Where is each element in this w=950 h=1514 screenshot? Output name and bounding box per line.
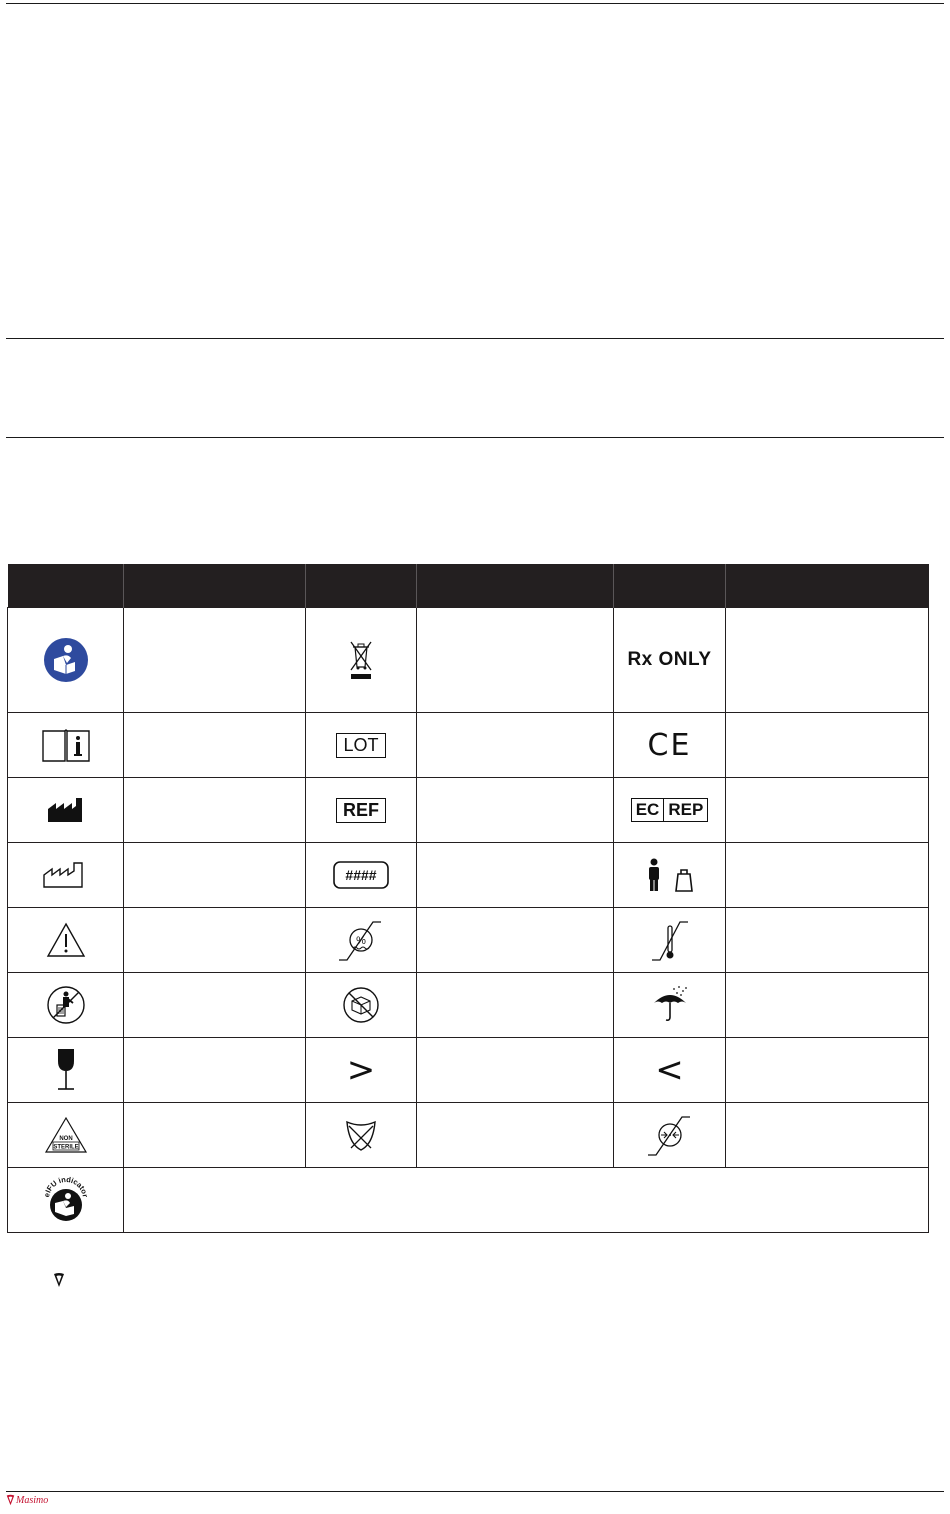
ref-icon: REF: [336, 798, 386, 823]
description-cell: [417, 713, 614, 778]
symbol-cell: [8, 713, 124, 778]
do-not-discard-icon: [46, 985, 86, 1025]
consult-instructions-icon: [41, 727, 91, 763]
body-weight-icon: [642, 858, 698, 892]
eifu-indicator-icon: [41, 1175, 91, 1225]
table-row: [8, 973, 929, 1038]
masimo-logo: [6, 1494, 48, 1506]
ec-label: EC: [635, 800, 660, 819]
symbol-cell: [614, 908, 726, 973]
lot-icon: LOT: [336, 733, 385, 758]
symbol-cell: [8, 608, 124, 713]
description-cell: [124, 908, 306, 973]
description-cell: [417, 908, 614, 973]
header-cell-description-1: [124, 564, 306, 608]
symbol-cell: [614, 1038, 726, 1103]
symbol-cell: [8, 843, 124, 908]
symbol-cell: [306, 713, 417, 778]
description-cell: [726, 843, 929, 908]
description-cell: [124, 713, 306, 778]
atmospheric-pressure-icon: [646, 1113, 694, 1157]
serial-number-text: ####: [345, 867, 377, 883]
humidity-percent-text: %: [356, 935, 366, 947]
symbol-cell: [306, 1103, 417, 1168]
symbol-cell: [306, 908, 417, 973]
symbol-cell: [8, 973, 124, 1038]
description-cell: [726, 1038, 929, 1103]
symbol-cell: [8, 1038, 124, 1103]
description-cell: [124, 778, 306, 843]
symbol-cell: [306, 1038, 417, 1103]
description-cell: [124, 973, 306, 1038]
description-cell: [726, 1103, 929, 1168]
not-latex-icon: [343, 1118, 379, 1152]
top-rule: [6, 3, 944, 4]
table-row: [8, 713, 929, 778]
description-cell: [124, 1038, 306, 1103]
description-cell: [726, 908, 929, 973]
symbol-cell: [614, 843, 726, 908]
table-row: [8, 843, 929, 908]
description-cell: [124, 608, 306, 713]
fragile-icon: [53, 1047, 79, 1093]
description-cell: [726, 973, 929, 1038]
eifu-label: eIFU indicator: [41, 1175, 90, 1198]
header-cell-symbol-1: [8, 564, 124, 608]
serial-number-icon: [332, 860, 390, 890]
description-cell: [726, 778, 929, 843]
symbol-cell: [614, 973, 726, 1038]
non-sterile-icon: [44, 1115, 88, 1155]
logo-text: Masimo: [16, 1494, 49, 1506]
symbol-cell: [306, 843, 417, 908]
weee-icon: [346, 637, 376, 683]
caution-icon: [46, 922, 86, 958]
table-row: [8, 1168, 929, 1233]
keep-dry-icon: [648, 983, 692, 1027]
less-than-icon: <: [655, 1050, 684, 1090]
rx-only-label: Rx ONLY: [627, 649, 712, 670]
header-cell-description-2: [417, 564, 614, 608]
description-cell: [417, 778, 614, 843]
symbol-cell: [8, 1103, 124, 1168]
sterile-label: STERILE: [52, 1144, 79, 1151]
symbol-cell: [614, 713, 726, 778]
table-row: [8, 1103, 929, 1168]
date-of-manufacture-icon: [42, 861, 90, 889]
section-rule-2: [6, 437, 944, 438]
table-row: [8, 778, 929, 843]
masimo-mark-icon: [53, 1272, 65, 1288]
table-row: [8, 608, 929, 713]
description-cell: [417, 608, 614, 713]
symbol-cell: [614, 608, 726, 713]
masimo-logo-icon: [6, 1494, 15, 1506]
description-cell: [124, 843, 306, 908]
description-cell: [417, 1038, 614, 1103]
damaged-package-icon: [341, 985, 381, 1025]
manufacturer-icon: [47, 797, 85, 823]
section-rule-1: [6, 338, 944, 339]
header-cell-symbol-2: [306, 564, 417, 608]
symbol-cell: [614, 778, 726, 843]
symbol-cell: [306, 973, 417, 1038]
description-cell: [726, 713, 929, 778]
symbol-cell: [8, 1168, 124, 1233]
symbol-cell: [614, 1103, 726, 1168]
symbol-cell: [8, 778, 124, 843]
footer-rule: [6, 1491, 944, 1492]
header-cell-symbol-3: [614, 564, 726, 608]
description-cell-wide: [124, 1168, 929, 1233]
description-cell: [124, 1103, 306, 1168]
symbols-table: [7, 564, 929, 1233]
symbol-cell: [306, 778, 417, 843]
follow-instructions-icon: [43, 637, 89, 683]
humidity-limit-icon: [337, 918, 385, 962]
table-header-row: [8, 564, 929, 608]
temperature-limit-icon: [650, 918, 690, 962]
non-label: NON: [58, 1136, 73, 1142]
description-cell: [726, 608, 929, 713]
greater-than-icon: >: [346, 1050, 376, 1090]
header-cell-description-3: [726, 564, 929, 608]
description-cell: [417, 973, 614, 1038]
description-cell: [417, 843, 614, 908]
rep-label: REP: [663, 799, 707, 821]
table-row: [8, 908, 929, 973]
ec-rep-icon: [631, 798, 709, 822]
symbol-cell: [8, 908, 124, 973]
table-row: [8, 1038, 929, 1103]
description-cell: [417, 1103, 614, 1168]
ce-mark-icon: CE: [647, 727, 692, 763]
symbol-cell: [306, 608, 417, 713]
